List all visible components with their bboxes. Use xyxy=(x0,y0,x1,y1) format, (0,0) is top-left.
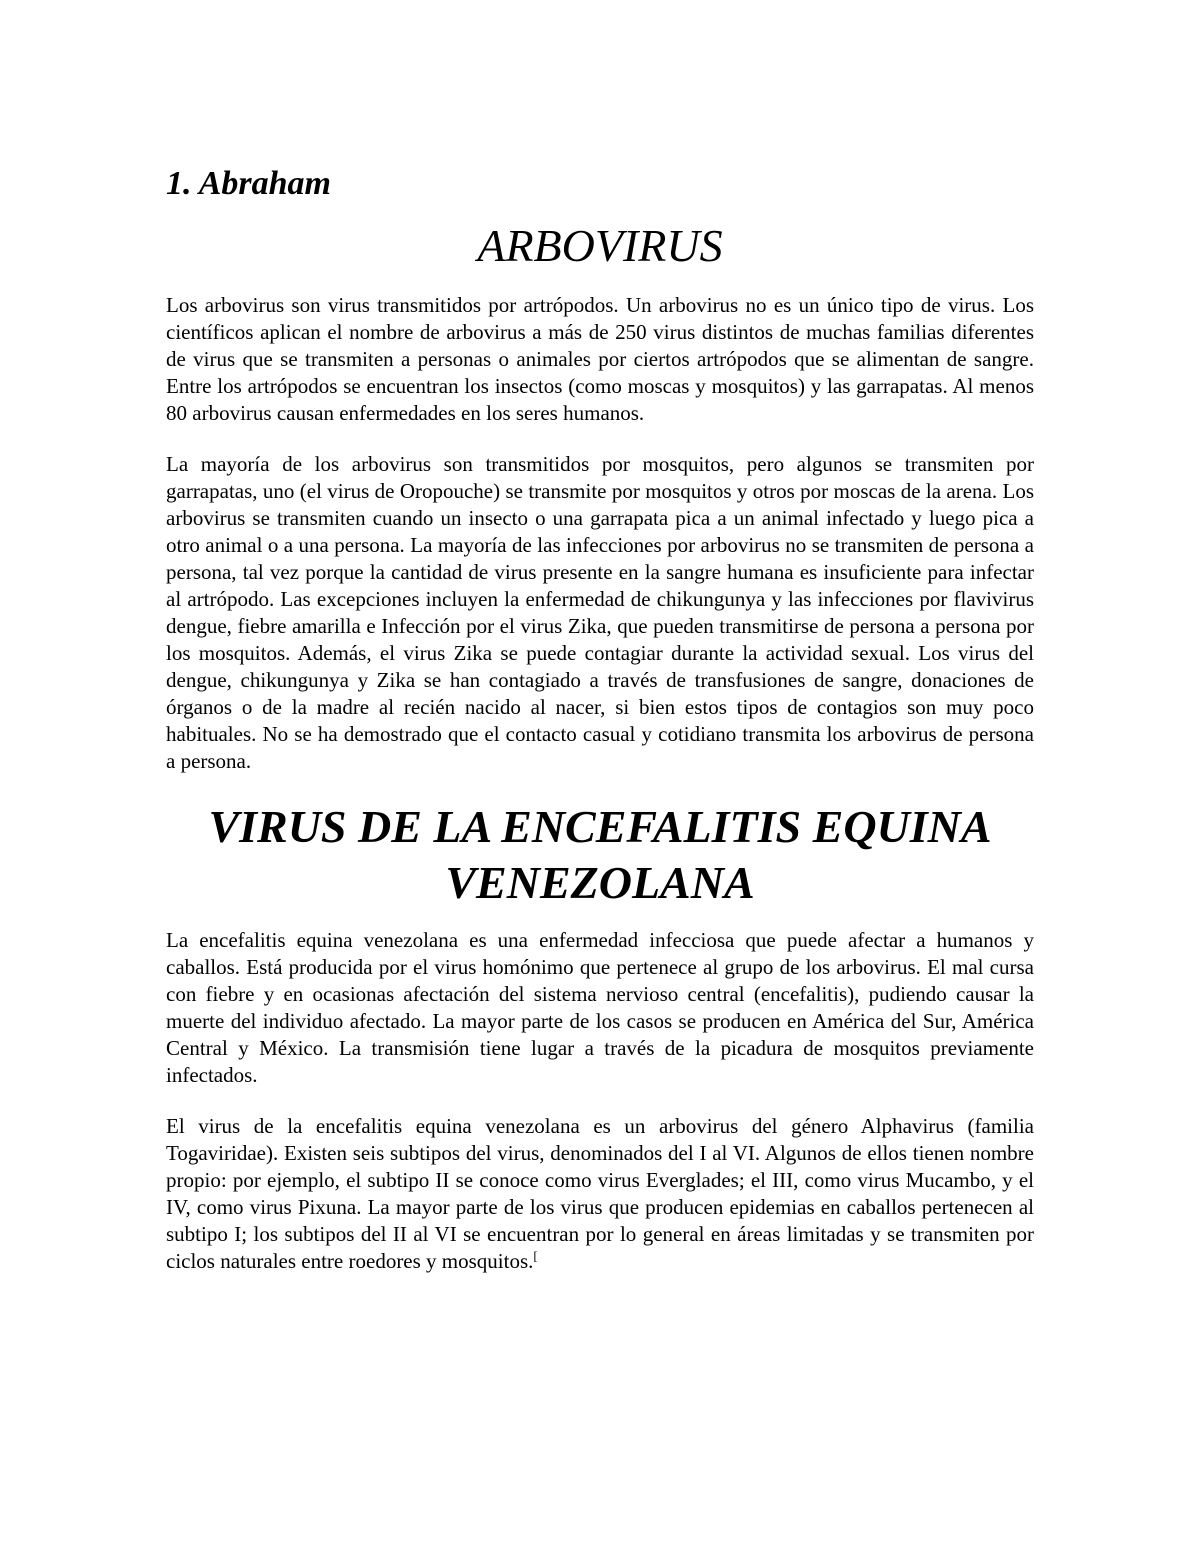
section-title-line-1: VIRUS DE LA ENCEFALITIS EQUINA xyxy=(208,801,992,852)
section-title-encefalitis xyxy=(166,799,1034,911)
paragraph-arbovirus-transmission: La mayoría de los arbovirus son transmitidos por mosquitos, pero algunos se transmiten por garrapatas, uno (el virus de Oropouche) se transmite por mosquitos y otros por moscas de la arena. Los arbovirus se transmiten cuando un insecto o una garrapata pica a un animal infectado y luego pica a otro animal o a una persona. La mayoría de las infecciones por arbovirus no se transmiten de persona a persona, tal vez porque la cantidad de virus presente en la sangre humana es insuficiente para infectar al artrópodo. Las excepciones incluyen la enfermedad de chikungunya y las infecciones por flavivirus dengue, fiebre amarilla e Infección por el virus Zika, que pueden transmitirse de persona a persona por los mosquitos. Además, el virus Zika se puede contagiar durante la actividad sexual. Los virus del dengue, chikungunya y Zika se han contagiado a través de transfusiones de sangre, donaciones de órganos o de la madre al recién nacido al nacer, si bien estos tipos de contagios son muy poco habituales. No se ha demostrado que el contacto casual y cotidiano transmita los arbovirus de persona a persona. xyxy=(166,452,1034,773)
section-title-arbovirus: ARBOVIRUS xyxy=(477,220,723,271)
author-heading: 1. Abraham xyxy=(166,165,332,202)
paragraph-arbovirus-intro: Los arbovirus son virus transmitidos por artrópodos. Un arbovirus no es un único tipo de virus. Los científicos aplican el nombre de arbovirus a más de 250 virus distintos de muchas familias diferentes de virus que se transmiten a personas o animales por ciertos artrópodos que se alimentan de sangre. Entre los artrópodos se encuentran los insectos (como moscas y mosquitos) y las garrapatas. Al menos 80 arbovirus causan enfermedades en los seres humanos. xyxy=(166,293,1034,425)
section-title-line-2: VENEZOLANA xyxy=(445,857,755,908)
paragraph-encefalitis-subtypes-text: El virus de la encefalitis equina venezolana es un arbovirus del género Alphavirus (familia Togaviridae). Existen seis subtipos del virus, denominados del I al VI. Algunos de ellos tienen nombre propio: por ejemplo, el subtipo II se conoce como virus Everglades; el III, como virus Mucambo, y el IV, como virus Pixuna. La mayor parte de los virus que producen epidemias en caballos pertenecen al subtipo I; los subtipos del II al VI se encuentran por lo general en áreas limitadas y se transmiten por ciclos naturales entre roedores y mosquitos. xyxy=(166,1114,1034,1273)
document-page xyxy=(166,160,1034,1299)
paragraph-encefalitis-intro: La encefalitis equina venezolana es una enfermedad infecciosa que puede afectar a humanos y caballos. Está producida por el virus homónimo que pertenece al grupo de los arbovirus. El mal cursa con fiebre y en ocasionas afectación del sistema nervioso central (encefalitis), pudiendo causar la muerte del individuo afectado. La mayor parte de los casos se producen en América del Sur, América Central y México. La transmisión tiene lugar a través de la picadura de mosquitos previamente infectados. xyxy=(166,928,1034,1087)
footnote-marker: [ xyxy=(533,1248,538,1263)
paragraph-encefalitis-subtypes xyxy=(166,1113,1034,1275)
